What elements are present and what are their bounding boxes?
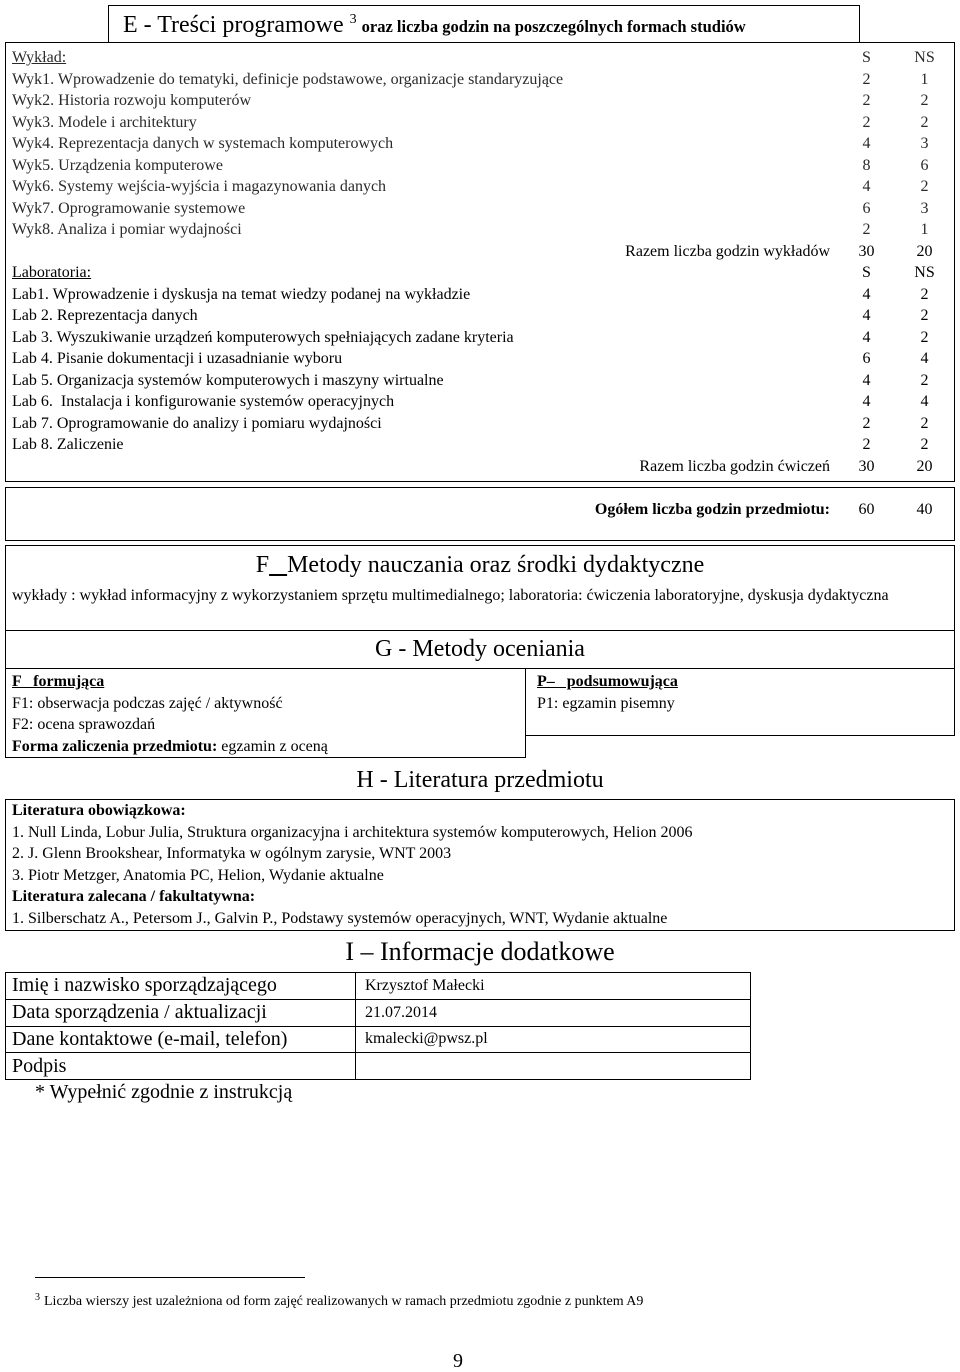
literature-item: 1. Null Linda, Lobur Julia, Struktura organizacyjna i architektura systemów komputerowych, Helion 2006 (12, 823, 693, 841)
lab-row (6, 305, 954, 327)
credit-form-value: egzamin z oceną (221, 737, 328, 755)
lab-topic: Lab 4. Pisanie dokumentacji i uzasadnianie wyboru (12, 350, 343, 368)
summative-heading: P– podsumowująca (537, 673, 678, 691)
lectures-total-row (6, 241, 954, 263)
hours-s: 4 (862, 328, 871, 346)
instruction-note: * Wypełnić zgodnie z instrukcją (35, 1081, 293, 1103)
teaching-methods-description: wykłady : wykład informacyjny z wykorzystaniem sprzętu multimedialnego; laboratoria: ćwiczenia laboratoryjne, dyskusja dydaktyczna (12, 587, 889, 604)
section-h-title: H - Literatura przedmiotu (356, 767, 604, 793)
lecture-row (6, 90, 954, 112)
lab-row (6, 413, 954, 435)
formative-assessment-cell (5, 668, 526, 758)
page-number: 9 (453, 1350, 463, 1372)
lab-row (6, 348, 954, 370)
footnote-number: 3 (35, 1292, 40, 1303)
lecture-row (6, 219, 954, 241)
lectures-total-s: 30 (858, 242, 875, 260)
column-s-header: S (862, 264, 871, 282)
hours-ns: 1 (920, 221, 929, 239)
labs-total-label: Razem liczba godzin ćwiczeń (639, 457, 830, 475)
lecture-row (6, 155, 954, 177)
footnote (35, 1292, 643, 1313)
lecture-topic: Wyk5. Urządzenia komputerowe (12, 156, 223, 174)
section-f (5, 545, 955, 631)
lectures-heading: Wykład: (12, 49, 67, 67)
contact-value: kmalecki@pwsz.pl (356, 1026, 751, 1053)
hours-s: 4 (862, 135, 871, 153)
hours-ns: 2 (920, 285, 929, 303)
lecture-row (6, 112, 954, 134)
lecture-row (6, 69, 954, 91)
hours-ns: 3 (920, 199, 929, 217)
hours-ns: 1 (920, 70, 929, 88)
literature-box (5, 799, 955, 931)
hours-ns: 2 (920, 436, 929, 454)
column-s-header: S (862, 49, 871, 67)
hours-ns: 2 (920, 92, 929, 110)
hours-s: 4 (862, 307, 871, 325)
lecture-topic: Wyk1. Wprowadzenie do tematyki, definicje podstawowe, organizacje standaryzujące (12, 70, 564, 88)
hours-ns: 2 (920, 113, 929, 131)
lab-topic: Lab 2. Reprezentacja danych (12, 307, 198, 325)
date-label: Data sporządzenia / aktualizacji (6, 999, 356, 1026)
column-ns-header: NS (914, 264, 935, 282)
lecture-topic: Wyk3. Modele i architektury (12, 113, 197, 131)
lecture-row (6, 198, 954, 220)
section-f-title (6, 550, 954, 580)
labs-header-row (6, 262, 954, 284)
lab-topic: Lab1. Wprowadzenie i dyskusja na temat wiedzy podanej na wykładzie (12, 285, 471, 303)
hours-s: 4 (862, 285, 871, 303)
formative-heading: F formująca (12, 673, 105, 691)
lab-row (6, 327, 954, 349)
hours-s: 2 (862, 113, 871, 131)
formative-item: F1: obserwacja podczas zajęć / aktywność (12, 694, 283, 712)
hours-ns: 4 (920, 393, 929, 411)
overall-total-box (5, 487, 955, 541)
lecture-topic: Wyk7. Oprogramowanie systemowe (12, 199, 246, 217)
hours-s: 8 (862, 156, 871, 174)
credit-form-label: Forma zaliczenia przedmiotu: (12, 737, 218, 755)
section-f-letter: F (255, 552, 270, 578)
hours-s: 4 (862, 371, 871, 389)
hours-ns: 4 (920, 350, 929, 368)
formative-item: F2: ocena sprawozdań (12, 716, 156, 734)
lab-row (6, 370, 954, 392)
lecture-topic: Wyk6. Systemy wejścia-wyjścia i magazynowania danych (12, 178, 387, 196)
section-g-title: G - Metody oceniania (5, 630, 955, 669)
summative-item: P1: egzamin pisemny (537, 694, 675, 712)
overall-total-ns: 40 (916, 501, 933, 518)
lectures-total-label: Razem liczba godzin wykładów (625, 242, 830, 260)
hours-ns: 2 (920, 414, 929, 432)
signature-value (356, 1053, 751, 1080)
hours-s: 2 (862, 221, 871, 239)
summative-assessment-cell (525, 668, 955, 736)
section-e-subtitle: oraz liczba godzin na poszczególnych formach studiów (361, 17, 746, 36)
footnote-text: Liczba wierszy jest uzależniona od form zajęć realizowanych w ramach przedmiotu zgodnie z punktem A9 (44, 1294, 644, 1309)
section-e-title: E - Treści programowe (123, 12, 344, 38)
recommended-literature-heading: Literatura zalecana / fakultatywna: (12, 888, 256, 905)
lab-row (6, 391, 954, 413)
section-e-header (108, 5, 860, 43)
lectures-header-row (6, 47, 954, 69)
labs-total-ns: 20 (916, 457, 933, 475)
labs-total-s: 30 (858, 457, 875, 475)
info-row (6, 999, 751, 1026)
hours-s: 6 (862, 350, 871, 368)
hours-s: 2 (862, 92, 871, 110)
signature-label: Podpis (6, 1053, 356, 1080)
hours-s: 2 (862, 436, 871, 454)
lab-topic: Lab 5. Organizacja systemów komputerowych i maszyny wirtualne (12, 371, 444, 389)
section-f-title-text: Metody nauczania oraz środki dydaktyczne (287, 552, 705, 578)
lab-topic: Lab 7. Oprogramowanie do analizy i pomiaru wydajności (12, 414, 382, 432)
literature-item: 2. J. Glenn Brookshear, Informatyka w ogólnym zarysie, WNT 2003 (12, 845, 452, 862)
contact-label: Dane kontaktowe (e-mail, telefon) (6, 1026, 356, 1053)
hours-s: 4 (862, 178, 871, 196)
additional-info-table (5, 972, 751, 1080)
lab-row (6, 284, 954, 306)
lab-topic: Lab 8. Zaliczenie (12, 436, 124, 454)
lecture-row (6, 176, 954, 198)
info-row (6, 1026, 751, 1053)
section-i-title: I – Informacje dodatkowe (345, 937, 615, 966)
overall-total-label: Ogółem liczba godzin przedmiotu: (594, 501, 830, 518)
lecture-topic: Wyk2. Historia rozwoju komputerów (12, 92, 251, 110)
required-literature-heading: Literatura obowiązkowa: (12, 802, 186, 819)
literature-item: 1. Silberschatz A., Petersom J., Galvin P., Podstawy systemów operacyjnych, WNT, Wydanie aktualne (12, 909, 668, 927)
hours-s: 2 (862, 70, 871, 88)
hours-ns: 6 (920, 156, 929, 174)
author-name-value: Krzysztof Małecki (356, 973, 751, 1000)
lecture-topic: Wyk4. Reprezentacja danych w systemach komputerowych (12, 135, 394, 153)
footnote-separator (35, 1277, 305, 1278)
hours-s: 2 (862, 414, 871, 432)
overall-total-s: 60 (858, 501, 875, 518)
author-name-label: Imię i nazwisko sporządzającego (6, 973, 356, 1000)
hours-ns: 2 (920, 371, 929, 389)
literature-item: 3. Piotr Metzger, Anatomia PC, Helion, Wydanie aktualne (12, 866, 384, 884)
title-underline-gap (269, 552, 287, 578)
hours-table (5, 42, 955, 482)
column-ns-header: NS (914, 49, 935, 67)
footnote-reference: 3 (349, 12, 357, 27)
labs-total-row (6, 456, 954, 478)
hours-s: 6 (862, 199, 871, 217)
hours-ns: 2 (920, 307, 929, 325)
hours-ns: 2 (920, 328, 929, 346)
info-row (6, 1053, 751, 1080)
lab-row (6, 434, 954, 456)
lecture-row (6, 133, 954, 155)
hours-ns: 3 (920, 135, 929, 153)
lectures-total-ns: 20 (916, 242, 933, 260)
lecture-topic: Wyk8. Analiza i pomiar wydajności (12, 221, 242, 239)
hours-ns: 2 (920, 178, 929, 196)
lab-topic: Lab 3. Wyszukiwanie urządzeń komputerowych spełniających zadane kryteria (12, 328, 514, 346)
hours-s: 4 (862, 393, 871, 411)
info-row (6, 973, 751, 1000)
lab-topic: Lab 6. Instalacja i konfigurowanie systemów operacyjnych (12, 393, 395, 411)
date-value: 21.07.2014 (356, 999, 751, 1026)
credit-form (12, 736, 525, 758)
labs-heading: Laboratoria: (12, 264, 92, 282)
overall-total-row (6, 499, 954, 521)
